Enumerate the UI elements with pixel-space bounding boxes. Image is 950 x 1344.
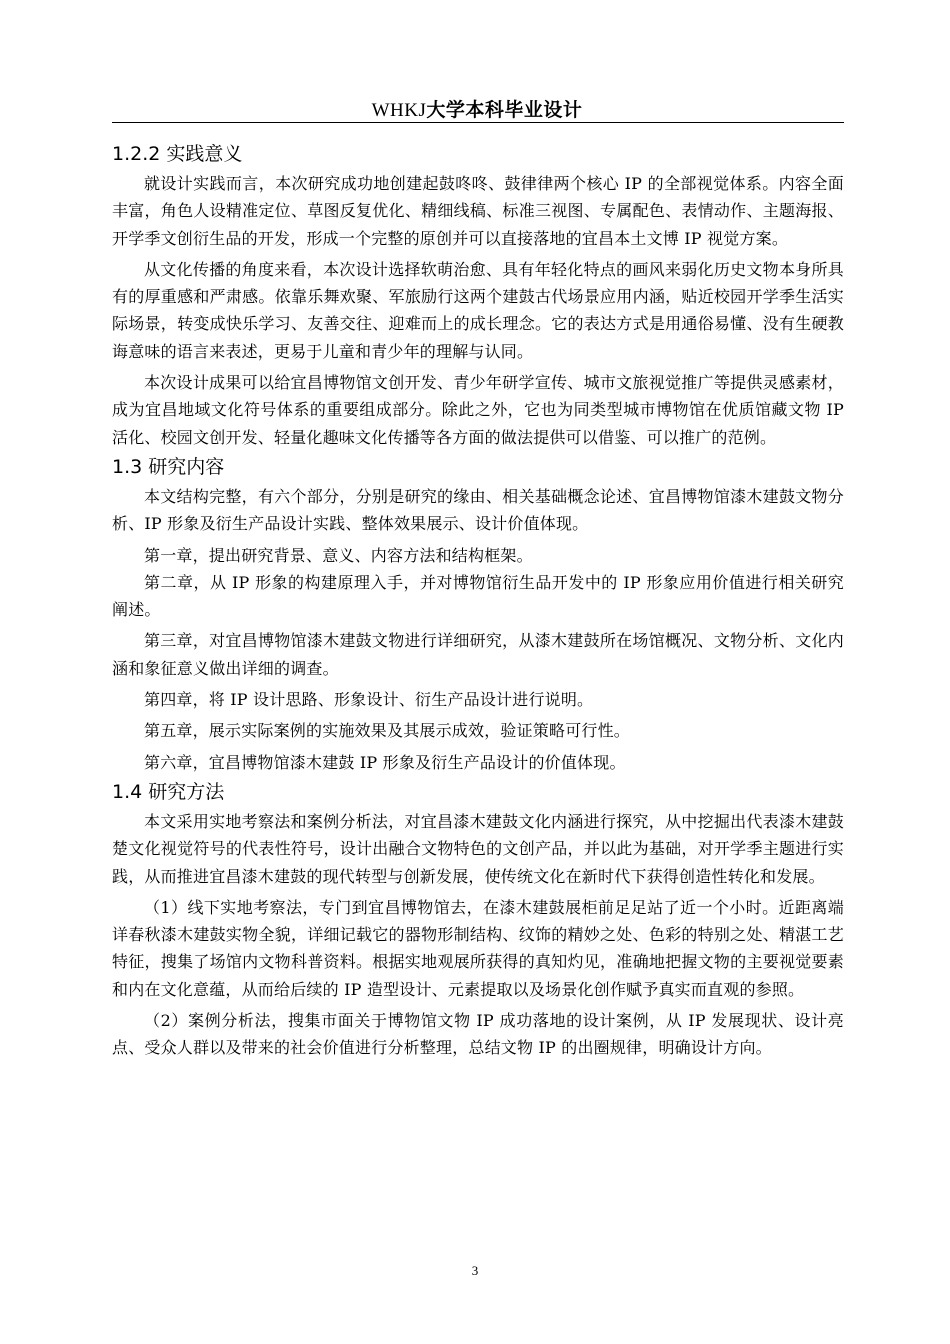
page-header <box>112 95 842 122</box>
paragraph: 第二章，从 IP 形象的构建原理入手，并对博物馆衍生品开发中的 IP 形象应用价值进行相关研究阐述。 <box>112 572 844 620</box>
paragraph: 本文采用实地考察法和案例分析法，对宜昌漆木建鼓文化内涵进行探究，从中挖掘出代表漆木建鼓楚文化视觉符号的代表性符号，设计出融合文物特色的文创产品，并以此为基础，对开学季主题进行实践，从而推进宜昌漆木建鼓的现代转型与创新发展，使传统文化在新时代下获得创造性转化和发展。 <box>112 811 844 886</box>
section-heading-1-4: 1.4 研究方法 <box>112 780 225 803</box>
paragraph: （1）线下实地考察法，专门到宜昌博物馆去，在漆木建鼓展柜前足足站了近一个小时。近距离端详春秋漆木建鼓实物全貌，详细记载它的器物形制结构、纹饰的精妙之处、色彩的特别之处、精湛工艺特征，搜集了场馆内文物科普资料。根据实地观展所获得的真知灼见，准确地把握文物的主要视觉要素和内在文化意蕴，从而给后续的 IP 造型设计、元素提取以及场景化创作赋予真实而直观的参照。 <box>112 897 844 999</box>
header-rule <box>112 122 844 123</box>
paragraph: 第三章，对宜昌博物馆漆木建鼓文物进行详细研究，从漆木建鼓所在场馆概况、文物分析、文化内涵和象征意义做出详细的调查。 <box>112 631 844 678</box>
header-title-text: 大学本科毕业设计 <box>426 99 583 121</box>
page-number: 3 <box>471 1263 479 1278</box>
paragraph: 第一章，提出研究背景、意义、内容方法和结构框架。 <box>144 545 533 565</box>
document-body <box>112 138 844 1062</box>
paragraph: 本文结构完整，有六个部分，分别是研究的缘由、相关基础概念论述、宜昌博物馆漆木建鼓文物分析、IP 形象及衍生产品设计实践、整体效果展示、设计价值体现。 <box>112 486 844 534</box>
section-heading-1-3: 1.3 研究内容 <box>112 455 225 478</box>
paragraph: 从文化传播的角度来看，本次设计选择软萌治愈、具有年轻化特点的画风来弱化历史文物本身所具有的厚重感和严肃感。依靠乐舞欢聚、军旅励行这两个建鼓古代场景应用内涵，贴近校园开学季生活实际场景，转变成快乐学习、友善交往、迎难而上的成长理念。它的表达方式是用通俗易懂、没有生硬教诲意味的语言来表述，更易于儿童和青少年的理解与认同。 <box>112 259 844 361</box>
paragraph: （2）案例分析法，搜集市面关于博物馆文物 IP 成功落地的设计案例，从 IP 发展现状、设计亮点、受众人群以及带来的社会价值进行分析整理，总结文物 IP 的出圈规律，明确设计方向。 <box>112 1011 844 1058</box>
paragraph: 第六章，宜昌博物馆漆木建鼓 IP 形象及衍生产品设计的价值体现。 <box>144 752 626 772</box>
section-heading-1-2-2: 1.2.2 实践意义 <box>112 143 243 165</box>
header-latin-text: WHKJ <box>371 100 427 121</box>
paragraph: 本次设计成果可以给宜昌博物馆文创开发、青少年研学宣传、城市文旅视觉推广等提供灵感素材，成为宜昌地域文化符号体系的重要组成部分。除此之外，它也为同类型城市博物馆在优质馆藏文物 IP 活化、校园文创开发、轻量化趣味文化传播等各方面的做法提供可以借鉴、可以推广的范例。 <box>112 373 844 447</box>
paragraph: 第四章，将 IP 设计思路、形象设计、衍生产品设计进行说明。 <box>144 690 594 710</box>
paragraph: 就设计实践而言，本次研究成功地创建起鼓咚咚、鼓律律两个核心 IP 的全部视觉体系。内容全面丰富，角色人设精准定位、草图反复优化、精细线稿、标准三视图、专属配色、表情动作、主题海报、开学季文创衍生品的开发，形成一个完整的原创并可以直接落地的宜昌本土文博 IP 视觉方案。 <box>112 174 844 248</box>
paragraph: 第五章，展示实际案例的实施效果及其展示成效，验证策略可行性。 <box>144 721 631 741</box>
